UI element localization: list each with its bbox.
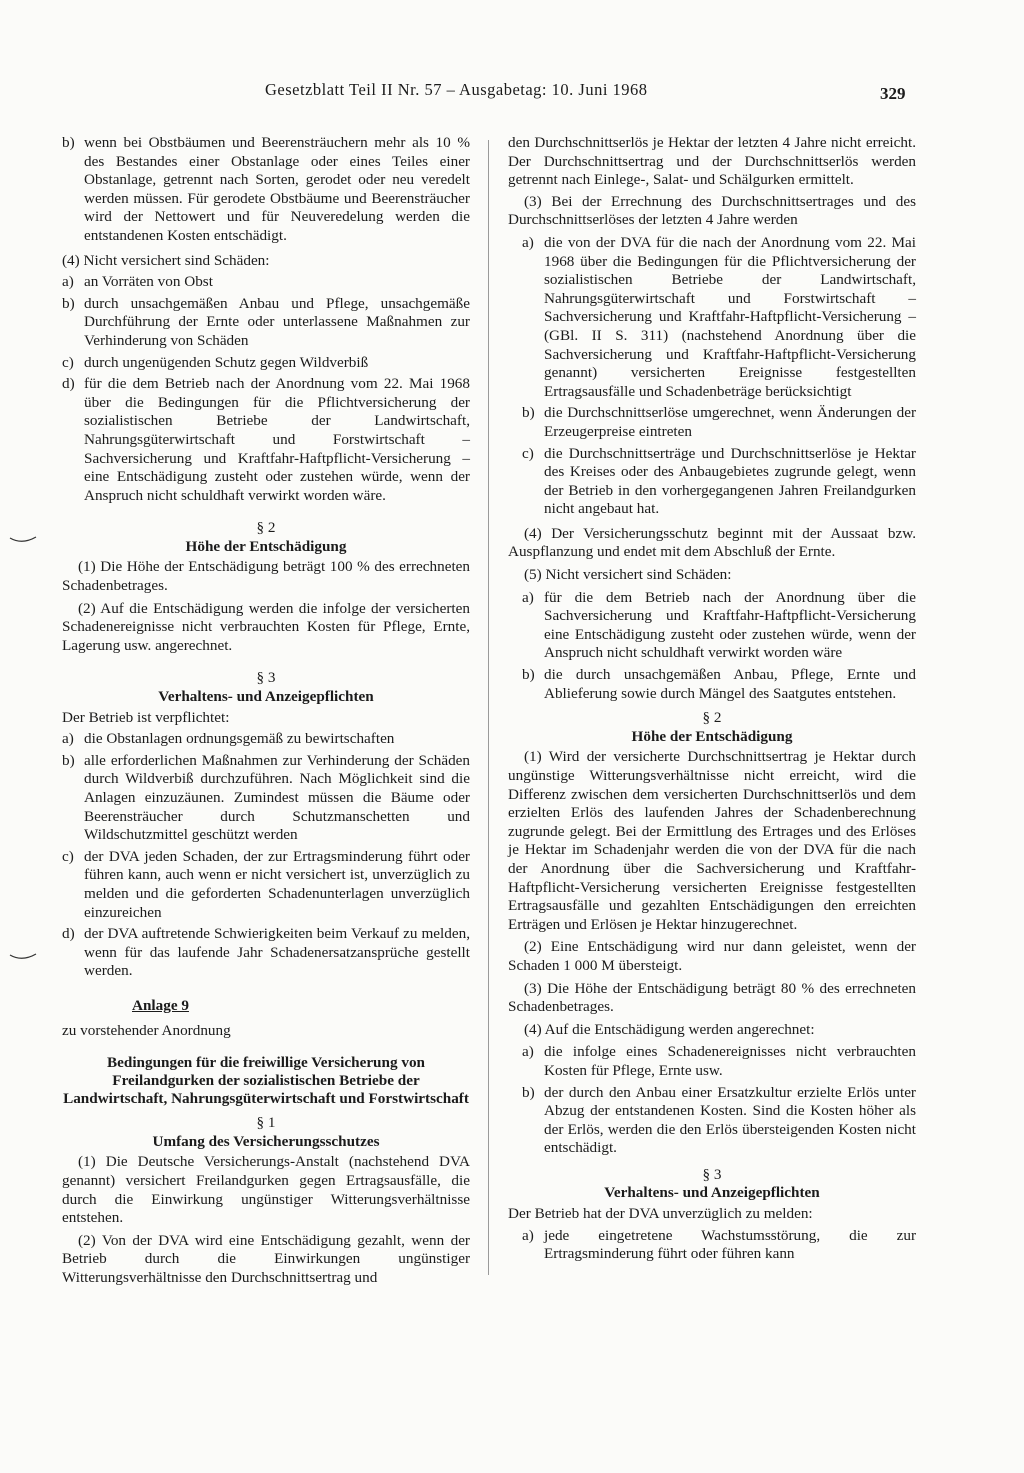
margin-mark-icon — [8, 535, 38, 545]
list-item: b) durch unsachgemäßen Anbau und Pflege, unsachgemäße Durchführung der Ernte oder unterlassene Maßnahmen zur Verhinderung von Schäden — [62, 294, 470, 349]
paragraph: Der Betrieb ist verpflichtet: — [62, 708, 230, 726]
list-item: b) wenn bei Obstbäumen und Beerensträuchern mehr als 10 % des Bestandes einer Obstanlage oder eines Teiles einer Obstanlage, getrennt nach Sorten, gerodet oder neu veredelt werden müssen. Für gerodete Obstbäume und Beerensträucher wird der Nettowert und für Neuveredelung werden die entstandenen Kosten entschädigt. — [62, 134, 470, 244]
annex-subtitle: zu vorstehender Anordnung — [62, 1021, 231, 1039]
section-number: § 3 — [702, 1165, 722, 1183]
list-item: d) der DVA auftretende Schwierigkeiten beim Verkauf zu melden, wenn für das laufende Jahr Schadenersatzansprüche gestellt werden. — [62, 925, 470, 980]
list-item: a) für die dem Betrieb nach der Anordnung über die Sachversicherung und Kraftfahr-Haftpflicht-Versicherung eine Entschädigung zusteht oder zustehen würde, wenn der Anspruch nicht schuldhaft verwirkt worden wäre — [522, 588, 916, 662]
list-item: c) der DVA jeden Schaden, der zur Ertragsminderung führt oder führen kann, auch wenn er nicht versichert ist, unverzüglich zu melden und die geforderten Schadenunterlagen unverzüglich einzureichen — [62, 847, 470, 921]
page-number: 329 — [880, 84, 906, 103]
margin-mark-icon — [8, 952, 38, 962]
list-item: b) alle erforderlichen Maßnahmen zur Verhinderung der Schäden durch Wildverbiß durchzuführen. Nach Möglichkeit sind die Anlagen einzuzäunen. Zumindest müssen die Bäume oder Beerensträucher durch Schutzmanschetten und Wildschutzmittel geschützt werden — [62, 751, 470, 844]
list-item: a) die infolge eines Schadenereignisses nicht verbrauchten Kosten für Pflege, Ernte usw. — [522, 1043, 916, 1079]
section-number: § 2 — [702, 709, 722, 727]
paragraph: (4) Der Versicherungsschutz beginnt mit der Aussaat bzw. Auspflanzung und endet mit dem Abschluß der Ernte. — [508, 524, 916, 561]
list-item: b) die durch unsachgemäßen Anbau, Pflege, Ernte und Ablieferung sowie durch Mängel des Saatgutes entstehen. — [522, 666, 916, 702]
paragraph: (4) Nicht versichert sind Schäden: — [62, 251, 270, 269]
paragraph: (5) Nicht versichert sind Schäden: — [524, 566, 732, 584]
list-item: a) jede eingetretene Wachstumsstörung, die zur Ertragsminderung führt oder führen kann — [522, 1226, 916, 1263]
list-item: d) für die dem Betrieb nach der Anordnung vom 22. Mai 1968 über die Bedingungen für die Pflichtversicherung der sozialistischen Betriebe der Landwirtschaft, Nahrungsgüterwirtschaft und Forstwirtschaft – Sachversicherung und Kraftfahr-Haftpflicht-Versicherung – eine Entschädigung zusteht oder zustehen würde, wenn der Anspruch nicht schuldhaft verwirkt worden wäre. — [62, 375, 470, 504]
section-heading: Verhaltens- und Anzeigepflichten — [158, 688, 374, 706]
paragraph: (2) Auf die Entschädigung werden die infolge der versicherten Schadenereignisse nicht verbrauchten Kosten für Pflege, Ernte, Lagerung usw. angerechnet. — [62, 599, 470, 654]
section-number: § 2 — [256, 519, 276, 537]
section-heading: Höhe der Entschädigung — [185, 537, 347, 555]
section-number: § 3 — [256, 669, 276, 687]
left-column — [62, 134, 470, 1291]
list-item: a) an Vorräten von Obst — [62, 273, 213, 291]
list-item: b) der durch den Anbau einer Ersatzkultur erzielte Erlös unter Abzug der entstandenen Kosten. Sind die Kosten höher als der Erlös, werden die den Erlös übersteigenden Kosten nicht entschädigt. — [522, 1083, 916, 1157]
right-column — [508, 134, 916, 1267]
list-item: a) die von der DVA für die nach der Anordnung vom 22. Mai 1968 über die Bedingungen für die Pflichtversicherung der sozialistischen Betriebe der Landwirtschaft, Nahrungsgüterwirtschaft und Forstwirtschaft – Sachversicherung und Kraftfahr-Haftpflicht-Versicherung – (GBl. II S. 311) (nachstehend Anordnung über die Sachversicherung und Kraftfahr-Haftpflicht-Versicherung genannt) versicherten Ereignisse festgestellten Ertragsausfälle und Schadenbeträge berücksichtigt — [522, 233, 916, 400]
section-heading: Umfang des Versicherungsschutzes — [152, 1132, 380, 1150]
paragraph: (1) Die Deutsche Versicherungs-Anstalt (nachstehend DVA genannt) versichert Freilandgurken gegen Ertragsausfälle, die durch die Einwirkung ungünstiger Witterungsverhältnisse entstehen. — [62, 1153, 470, 1227]
paragraph: (4) Auf die Entschädigung werden angerechnet: — [524, 1020, 815, 1038]
section-number: § 1 — [256, 1114, 276, 1132]
running-header: Gesetzblatt Teil II Nr. 57 – Ausgabetag: 10. Juni 1968 — [265, 80, 648, 99]
list-item: b) die Durchschnittserlöse umgerechnet, wenn Änderungen der Erzeugerpreise eintreten — [522, 404, 916, 440]
paragraph: (2) Eine Entschädigung wird nur dann geleistet, wenn der Schaden 1 000 M übersteigt. — [508, 938, 916, 974]
paragraph: (2) Von der DVA wird eine Entschädigung gezahlt, wenn der Betrieb durch die Einwirkungen ungünstiger Witterungsverhältnisse den Durchschnittsertrag und — [62, 1231, 470, 1286]
paragraph: (1) Die Höhe der Entschädigung beträgt 100 % des errechneten Schadenbetrages. — [62, 558, 470, 595]
section-heading: Verhaltens- und Anzeigepflichten — [604, 1184, 820, 1202]
annex-title: Anlage 9 — [132, 996, 189, 1014]
list-item: c) die Durchschnittserträge und Durchschnittserlöse je Hektar des Kreises oder des Anbaugebietes zugrunde gelegt, wenn der Betrieb in den vorhergegangenen Jahren Freilandgurken nicht angebaut hat. — [522, 444, 916, 518]
paragraph: (1) Wird der versicherte Durchschnittsertrag je Hektar durch ungünstige Witterungsverhältnisse nicht erreicht, wird die Differenz zwischen dem versicherten Durchschnittserlös und dem erzielten Erlös des laufenden Jahres der Schadenberechnung zugrunde gelegt. Bei der Ermittlung des Ertrages und des Erlöses je Hektar im Schadenjahr werden die von der DVA für die nach der Anordnung über die Sachversicherung und Kraftfahr-Haftpflicht-Versicherung versicherten Ereignisse festgestellten Ertragsausfälle und gezahlten Entschädigungen den erreichten Erträgen und Erlösen je Hektar hinzugerechnet. — [508, 748, 916, 933]
column-divider — [488, 140, 489, 1275]
paragraph: (3) Bei der Errechnung des Durchschnittsertrages und des Durchschnittserlöses der letzten 4 Jahre werden — [508, 192, 916, 229]
paragraph: den Durchschnittserlös je Hektar der letzten 4 Jahre nicht erreicht. Der Durchschnittsertrag und der Durchschnittserlös werden getrennt nach Einlege-, Salat- und Schälgurken ermittelt. — [508, 134, 916, 189]
conditions-title: Bedingungen für die freiwillige Versicherung von Freilandgurken der sozialistischen Betriebe der Landwirtschaft, Nahrungsgüterwirtschaft und Forstwirtschaft — [63, 1054, 469, 1108]
section-heading: Höhe der Entschädigung — [631, 727, 793, 745]
list-item: a) die Obstanlagen ordnungsgemäß zu bewirtschaften — [62, 730, 395, 748]
list-item: c) durch ungenügenden Schutz gegen Wildverbiß — [62, 353, 369, 371]
paragraph: Der Betrieb hat der DVA unverzüglich zu melden: — [508, 1205, 813, 1223]
paragraph: (3) Die Höhe der Entschädigung beträgt 80 % des errechneten Schadenbetrages. — [508, 979, 916, 1016]
